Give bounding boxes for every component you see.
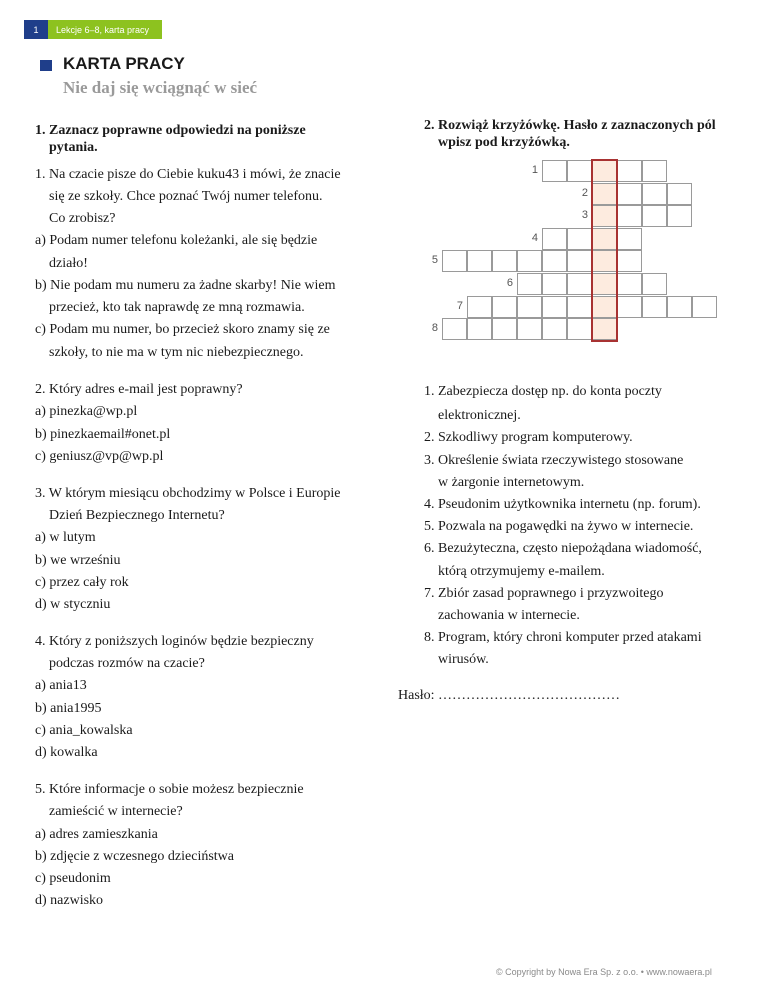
crossword-cell[interactable] <box>467 296 492 318</box>
crossword-cell[interactable] <box>567 318 592 340</box>
question-text: 2. Który adres e-mail jest poprawny? <box>35 382 243 397</box>
clue-text: wirusów. <box>438 652 489 667</box>
crossword-cell[interactable] <box>542 273 567 295</box>
crossword-cell[interactable] <box>567 250 592 272</box>
section2-heading-line1: 2. Rozwiąż krzyżówkę. Hasło z zaznaczonych pól <box>424 118 716 133</box>
answer-option[interactable]: a) adres zamieszkania <box>35 827 158 842</box>
answer-option-cont: przecież, kto tak naprawdę ze mną rozmawia. <box>49 300 305 315</box>
crossword-cell[interactable] <box>467 250 492 272</box>
crossword-cell[interactable] <box>542 296 567 318</box>
page-number: 1 <box>24 20 48 39</box>
crossword-cell[interactable] <box>467 318 492 340</box>
crossword-row-number: 1 <box>531 164 538 176</box>
answer-option[interactable]: d) nazwisko <box>35 893 104 908</box>
crossword-cell[interactable] <box>667 205 692 227</box>
answer-option[interactable]: d) w styczniu <box>35 597 111 612</box>
answer-option[interactable]: a) w lutym <box>35 530 96 545</box>
question-text: 1. Na czacie pisze do Ciebie kuku43 i mówi, że znacie <box>35 167 341 182</box>
copyright-footer: © Copyright by Nowa Era Sp. z o.o. • www.nowaera.pl <box>496 967 712 977</box>
question-text: zamieścić w internecie? <box>49 804 183 819</box>
question-text: 5. Które informacje o sobie możesz bezpiecznie <box>35 782 304 797</box>
lesson-label: Lekcje 6–8, karta pracy <box>48 20 162 39</box>
clue-text: 3. Określenie świata rzeczywistego stosowane <box>424 453 684 468</box>
question-text: Co zrobisz? <box>49 211 116 226</box>
answer-option-cont: działo! <box>49 256 88 271</box>
crossword-cell[interactable] <box>442 318 467 340</box>
crossword-cell[interactable] <box>517 318 542 340</box>
answer-option[interactable]: b) Nie podam mu numeru za żadne skarby! Nie wiem <box>35 278 336 293</box>
crossword-cell[interactable] <box>542 228 567 250</box>
crossword-cell[interactable] <box>542 160 567 182</box>
clue-text: 5. Pozwala na pogawędki na żywo w internecie. <box>424 519 694 534</box>
crossword-cell[interactable] <box>567 296 592 318</box>
answer-option[interactable]: c) Podam mu numer, bo przecież skoro znamy się ze <box>35 322 330 337</box>
answer-option[interactable]: a) Podam numer telefonu koleżanki, ale się będzie <box>35 233 318 248</box>
clue-text: 4. Pseudonim użytkownika internetu (np. forum). <box>424 497 701 512</box>
crossword-cell[interactable] <box>617 250 642 272</box>
answer-option[interactable]: c) przez cały rok <box>35 575 129 590</box>
crossword-cell[interactable] <box>567 273 592 295</box>
answer-option[interactable]: b) we wrześniu <box>35 553 121 568</box>
question-text: podczas rozmów na czacie? <box>49 656 205 671</box>
title-bullet-icon <box>40 60 52 71</box>
question-text: 3. W którym miesiącu obchodzimy w Polsce i Europie <box>35 486 341 501</box>
answer-option[interactable]: b) ania1995 <box>35 701 102 716</box>
crossword-cell[interactable] <box>542 318 567 340</box>
clue-text: 1. Zabezpiecza dostęp np. do konta poczty <box>424 384 662 399</box>
clue-text: 2. Szkodliwy program komputerowy. <box>424 430 633 445</box>
answer-option[interactable]: d) kowalka <box>35 745 98 760</box>
crossword-row-number: 4 <box>531 231 538 244</box>
question-text: 4. Który z poniższych loginów będzie bezpieczny <box>35 634 314 649</box>
crossword-cell[interactable] <box>442 250 467 272</box>
clue-text: 6. Bezużyteczna, często niepożądana wiadomość, <box>424 541 702 556</box>
answer-option[interactable]: c) ania_kowalska <box>35 723 133 738</box>
crossword-cell[interactable] <box>642 205 667 227</box>
crossword-cell[interactable] <box>517 250 542 272</box>
question-text: Dzień Bezpiecznego Internetu? <box>49 508 225 523</box>
crossword-cell[interactable] <box>617 296 642 318</box>
answer-option[interactable]: b) zdjęcie z wczesnego dzieciństwa <box>35 849 235 864</box>
password-field[interactable]: Hasło: ………………………………… <box>398 688 621 703</box>
page-subtitle: Nie daj się wciągnąć w sieć <box>63 78 258 97</box>
answer-option[interactable]: a) ania13 <box>35 678 87 693</box>
password-column-highlight <box>591 159 618 342</box>
crossword-cell[interactable] <box>517 296 542 318</box>
crossword-cell[interactable] <box>692 296 717 318</box>
clue-text: elektronicznej. <box>438 408 521 423</box>
crossword-row-number: 3 <box>581 209 588 222</box>
clue-text: którą otrzymujemy e-mailem. <box>438 564 605 579</box>
crossword-cell[interactable] <box>542 250 567 272</box>
crossword-cell[interactable] <box>492 318 517 340</box>
section1-heading-line2: pytania. <box>49 140 98 155</box>
crossword-cell[interactable] <box>517 273 542 295</box>
crossword-cell[interactable] <box>617 160 642 182</box>
clue-text: w żargonie internetowym. <box>438 475 585 490</box>
crossword-row-number: 8 <box>431 322 438 335</box>
crossword-cell[interactable] <box>567 160 592 182</box>
crossword-cell[interactable] <box>492 296 517 318</box>
page-title: KARTA PRACY <box>63 54 185 73</box>
crossword-cell[interactable] <box>617 205 642 227</box>
crossword-row-number: 6 <box>506 277 513 289</box>
crossword-cell[interactable] <box>642 296 667 318</box>
crossword-cell[interactable] <box>492 250 517 272</box>
crossword-cell[interactable] <box>667 296 692 318</box>
question-text: się ze szkoły. Chce poznać Twój numer telefonu. <box>49 189 323 204</box>
crossword-cell[interactable] <box>642 273 667 295</box>
answer-option[interactable]: c) pseudonim <box>35 871 111 886</box>
answer-option-cont: szkoły, to nie ma w tym nic niebezpiecznego. <box>49 345 304 360</box>
clue-text: zachowania w internecie. <box>438 608 580 623</box>
crossword-row-number: 5 <box>431 254 438 267</box>
crossword-cell[interactable] <box>617 228 642 250</box>
answer-option[interactable]: c) geniusz@vp@wp.pl <box>35 449 164 464</box>
clue-text: 8. Program, który chroni komputer przed atakami <box>424 630 702 645</box>
crossword-row-number: 7 <box>456 299 463 312</box>
crossword-cell[interactable] <box>617 273 642 295</box>
crossword-cell[interactable] <box>642 160 667 182</box>
section1-heading-line1: 1. Zaznacz poprawne odpowiedzi na poniższe <box>35 123 306 138</box>
answer-option[interactable]: a) pinezka@wp.pl <box>35 404 138 419</box>
answer-option[interactable]: b) pinezkaemail#onet.pl <box>35 427 171 442</box>
crossword-cell[interactable] <box>617 183 642 205</box>
crossword-cell[interactable] <box>642 183 667 205</box>
crossword-row-number: 2 <box>581 186 588 199</box>
clue-text: 7. Zbiór zasad poprawnego i przyzwoitego <box>424 586 664 601</box>
crossword-grid <box>420 158 720 358</box>
crossword-cell[interactable] <box>567 228 592 250</box>
crossword-cell[interactable] <box>667 183 692 205</box>
section2-heading-line2: wpisz pod krzyżówką. <box>438 135 570 150</box>
